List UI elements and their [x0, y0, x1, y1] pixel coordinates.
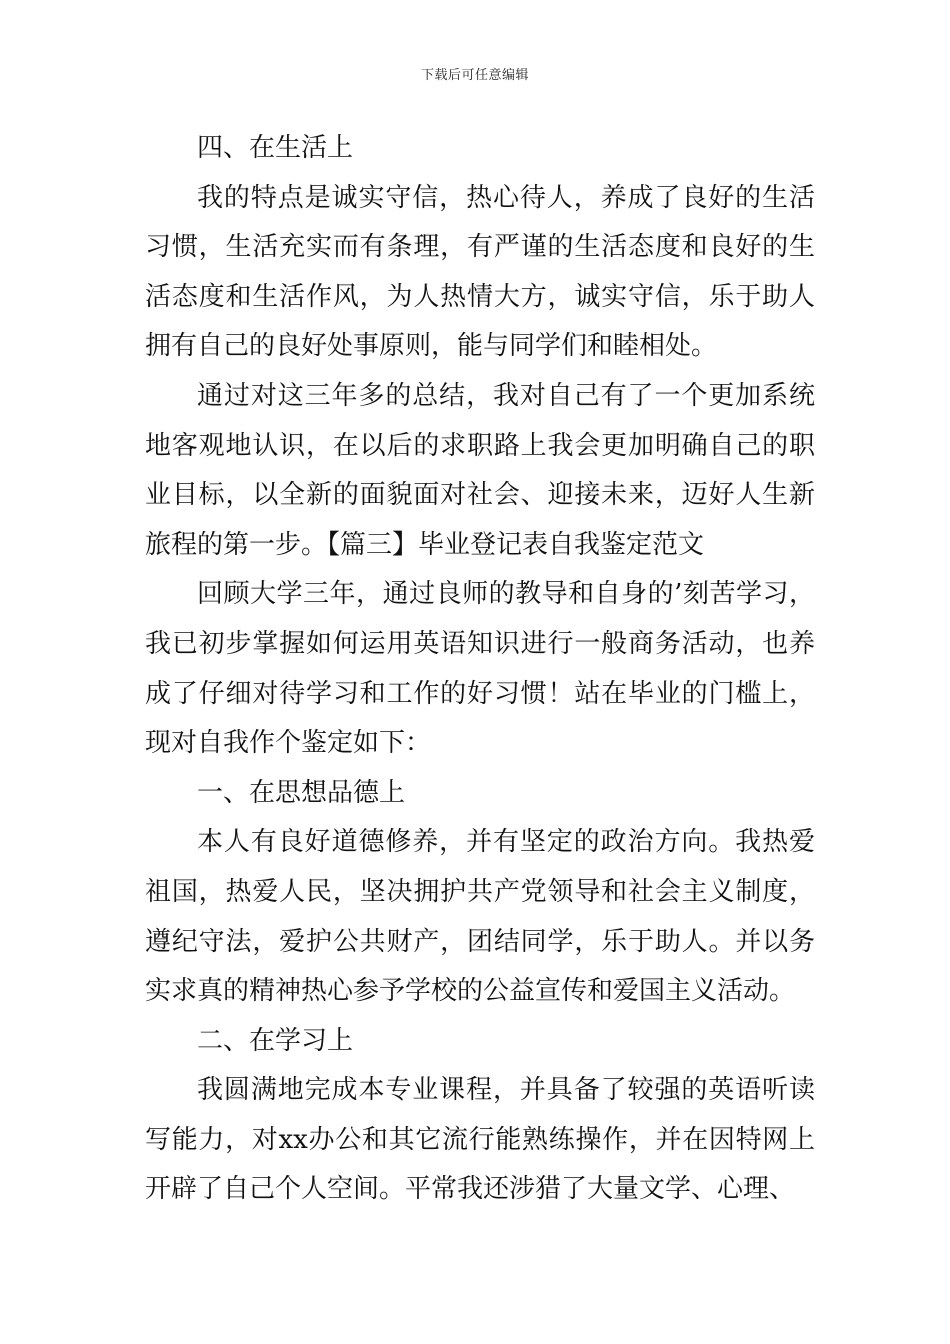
paragraph-life-traits: 我的特点是诚实守信，热心待人，养成了良好的生活习惯，生活充实而有条理，有严谨的生活态度和良好的生活态度和生活作风，为人热情大方，诚实守信，乐于助人拥有自己的良好处事原则，能与同学们和睦相处。: [145, 182, 815, 362]
section-heading-life: 四、在生活上: [197, 133, 354, 163]
section-heading-morality: 一、在思想品德上: [197, 777, 406, 808]
document-body: [145, 124, 815, 1215]
page-header-note: 下载后可任意编辑: [420, 68, 529, 83]
section-heading-study: 二、在学习上: [197, 1025, 354, 1056]
paragraph-morality: 本人有良好道德修养，并有坚定的政治方向。我热爱祖国，热爱人民，坚决拥护共产党领导和社会主义制度，遵纪守法，爱护公共财产，团结同学，乐于助人。并以务实求真的精神热心参予学校的公益宣传和爱国主义活动。: [145, 827, 815, 1007]
paragraph-review: 回顾大学三年，通过良师的教导和自身的’刻苦学习，我已初步掌握如何运用英语知识进行一般商务活动，也养成了仔细对待学习和工作的好习惯！站在毕业的门槛上，现对自我作个鉴定如下：: [145, 579, 815, 759]
paragraph-summary: 通过对这三年多的总结，我对自己有了一个更加系统地客观地认识，在以后的求职路上我会更加明确自己的职业目标，以全新的面貌面对社会、迎接未来，迈好人生新旅程的第一步。【篇三】毕业登记表自我鉴定范文: [145, 380, 815, 560]
paragraph-study: 我圆满地完成本专业课程，并具备了较强的英语听读写能力，对xx办公和其它流行能熟练操作，并在因特网上开辟了自己个人空间。平常我还涉猎了大量文学、心理、: [145, 1075, 815, 1205]
